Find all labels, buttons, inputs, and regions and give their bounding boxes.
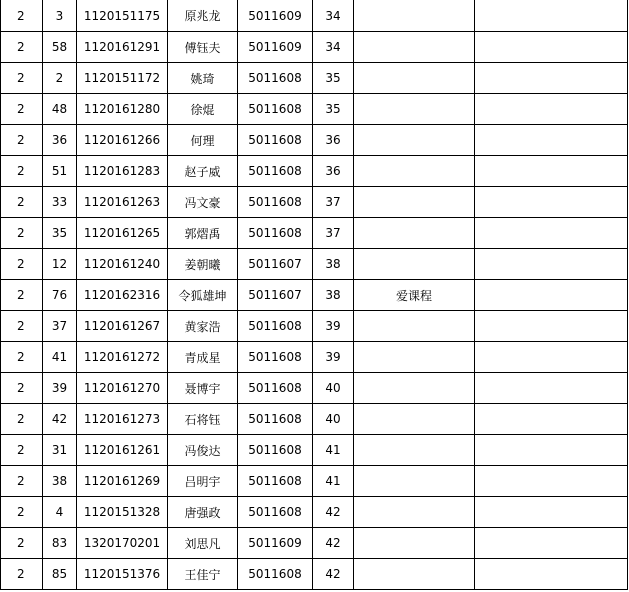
score-cell: 40 xyxy=(313,373,354,404)
extra-cell xyxy=(475,435,628,466)
name-cell: 原兆龙 xyxy=(168,0,238,32)
student-id-cell: 1120161280 xyxy=(77,94,168,125)
name-cell: 刘思凡 xyxy=(168,528,238,559)
table-row xyxy=(1,32,628,63)
table-row xyxy=(1,528,628,559)
extra-cell xyxy=(475,63,628,94)
class-cell: 2 xyxy=(1,187,43,218)
seq-cell: 31 xyxy=(43,435,77,466)
score-cell: 34 xyxy=(313,32,354,63)
course-code-cell: 5011608 xyxy=(238,342,313,373)
score-cell: 35 xyxy=(313,63,354,94)
score-cell: 40 xyxy=(313,404,354,435)
course-code-cell: 5011608 xyxy=(238,218,313,249)
class-cell: 2 xyxy=(1,249,43,280)
extra-cell xyxy=(475,249,628,280)
note-cell: 爱课程 xyxy=(354,280,475,311)
course-code-cell: 5011607 xyxy=(238,249,313,280)
table-row xyxy=(1,94,628,125)
table-row xyxy=(1,559,628,590)
extra-cell xyxy=(475,497,628,528)
student-id-cell: 1120161273 xyxy=(77,404,168,435)
course-code-cell: 5011608 xyxy=(238,497,313,528)
student-id-cell: 1120151175 xyxy=(77,0,168,32)
note-cell xyxy=(354,187,475,218)
seq-cell: 48 xyxy=(43,94,77,125)
class-cell: 2 xyxy=(1,497,43,528)
course-code-cell: 5011608 xyxy=(238,559,313,590)
student-id-cell: 1120161263 xyxy=(77,187,168,218)
name-cell: 聂博宇 xyxy=(168,373,238,404)
student-id-cell: 1120161240 xyxy=(77,249,168,280)
note-cell xyxy=(354,249,475,280)
extra-cell xyxy=(475,342,628,373)
seq-cell: 76 xyxy=(43,280,77,311)
note-cell xyxy=(354,373,475,404)
extra-cell xyxy=(475,559,628,590)
table-row xyxy=(1,187,628,218)
name-cell: 何理 xyxy=(168,125,238,156)
table-row xyxy=(1,466,628,497)
seq-cell: 12 xyxy=(43,249,77,280)
note-cell xyxy=(354,32,475,63)
course-code-cell: 5011609 xyxy=(238,528,313,559)
table-row xyxy=(1,280,628,311)
name-cell: 徐焜 xyxy=(168,94,238,125)
extra-cell xyxy=(475,311,628,342)
score-cell: 34 xyxy=(313,0,354,32)
class-cell: 2 xyxy=(1,0,43,32)
extra-cell xyxy=(475,528,628,559)
class-cell: 2 xyxy=(1,156,43,187)
name-cell: 王佳宁 xyxy=(168,559,238,590)
extra-cell xyxy=(475,156,628,187)
seq-cell: 42 xyxy=(43,404,77,435)
seq-cell: 33 xyxy=(43,187,77,218)
note-cell xyxy=(354,156,475,187)
extra-cell xyxy=(475,404,628,435)
score-cell: 38 xyxy=(313,249,354,280)
name-cell: 黄家浩 xyxy=(168,311,238,342)
class-cell: 2 xyxy=(1,342,43,373)
table-row xyxy=(1,311,628,342)
table-row xyxy=(1,404,628,435)
name-cell: 令狐雄坤 xyxy=(168,280,238,311)
course-code-cell: 5011608 xyxy=(238,311,313,342)
seq-cell: 35 xyxy=(43,218,77,249)
seq-cell: 3 xyxy=(43,0,77,32)
student-id-cell: 1120161267 xyxy=(77,311,168,342)
class-cell: 2 xyxy=(1,63,43,94)
name-cell: 唐强政 xyxy=(168,497,238,528)
seq-cell: 58 xyxy=(43,32,77,63)
student-id-cell: 1120151172 xyxy=(77,63,168,94)
student-id-cell: 1120161291 xyxy=(77,32,168,63)
score-cell: 37 xyxy=(313,218,354,249)
class-cell: 2 xyxy=(1,32,43,63)
class-cell: 2 xyxy=(1,218,43,249)
score-cell: 37 xyxy=(313,187,354,218)
note-cell xyxy=(354,497,475,528)
table-row xyxy=(1,342,628,373)
student-id-cell: 1120161269 xyxy=(77,466,168,497)
score-cell: 42 xyxy=(313,559,354,590)
score-cell: 41 xyxy=(313,466,354,497)
course-code-cell: 5011607 xyxy=(238,280,313,311)
class-cell: 2 xyxy=(1,373,43,404)
course-code-cell: 5011608 xyxy=(238,466,313,497)
name-cell: 青成星 xyxy=(168,342,238,373)
name-cell: 姜朝曦 xyxy=(168,249,238,280)
course-code-cell: 5011608 xyxy=(238,404,313,435)
seq-cell: 38 xyxy=(43,466,77,497)
table-row xyxy=(1,0,628,32)
course-code-cell: 5011608 xyxy=(238,156,313,187)
name-cell: 赵子威 xyxy=(168,156,238,187)
course-code-cell: 5011609 xyxy=(238,32,313,63)
table-row xyxy=(1,497,628,528)
note-cell xyxy=(354,94,475,125)
name-cell: 冯俊达 xyxy=(168,435,238,466)
score-cell: 36 xyxy=(313,125,354,156)
score-cell: 35 xyxy=(313,94,354,125)
student-id-cell: 1120151328 xyxy=(77,497,168,528)
note-cell xyxy=(354,435,475,466)
class-cell: 2 xyxy=(1,466,43,497)
seq-cell: 39 xyxy=(43,373,77,404)
table-row xyxy=(1,63,628,94)
course-code-cell: 5011608 xyxy=(238,63,313,94)
score-cell: 38 xyxy=(313,280,354,311)
note-cell xyxy=(354,466,475,497)
seq-cell: 41 xyxy=(43,342,77,373)
student-id-cell: 1120161270 xyxy=(77,373,168,404)
name-cell: 郭熠禹 xyxy=(168,218,238,249)
course-code-cell: 5011609 xyxy=(238,0,313,32)
seq-cell: 36 xyxy=(43,125,77,156)
course-code-cell: 5011608 xyxy=(238,373,313,404)
score-cell: 41 xyxy=(313,435,354,466)
extra-cell xyxy=(475,94,628,125)
table-row xyxy=(1,156,628,187)
name-cell: 傅钰夫 xyxy=(168,32,238,63)
course-code-cell: 5011608 xyxy=(238,187,313,218)
class-cell: 2 xyxy=(1,125,43,156)
seq-cell: 51 xyxy=(43,156,77,187)
student-id-cell: 1120161272 xyxy=(77,342,168,373)
name-cell: 冯文豪 xyxy=(168,187,238,218)
seq-cell: 83 xyxy=(43,528,77,559)
class-cell: 2 xyxy=(1,404,43,435)
name-cell: 姚琦 xyxy=(168,63,238,94)
student-id-cell: 1320170201 xyxy=(77,528,168,559)
extra-cell xyxy=(475,32,628,63)
note-cell xyxy=(354,559,475,590)
student-id-cell: 1120162316 xyxy=(77,280,168,311)
class-cell: 2 xyxy=(1,435,43,466)
table-row xyxy=(1,249,628,280)
table-row xyxy=(1,435,628,466)
class-cell: 2 xyxy=(1,559,43,590)
student-id-cell: 1120161283 xyxy=(77,156,168,187)
note-cell xyxy=(354,404,475,435)
extra-cell xyxy=(475,0,628,32)
class-cell: 2 xyxy=(1,280,43,311)
note-cell xyxy=(354,125,475,156)
student-id-cell: 1120161265 xyxy=(77,218,168,249)
score-cell: 36 xyxy=(313,156,354,187)
note-cell xyxy=(354,528,475,559)
score-cell: 42 xyxy=(313,497,354,528)
score-cell: 39 xyxy=(313,311,354,342)
class-cell: 2 xyxy=(1,311,43,342)
score-cell: 39 xyxy=(313,342,354,373)
extra-cell xyxy=(475,373,628,404)
class-cell: 2 xyxy=(1,94,43,125)
extra-cell xyxy=(475,280,628,311)
note-cell xyxy=(354,63,475,94)
seq-cell: 4 xyxy=(43,497,77,528)
course-code-cell: 5011608 xyxy=(238,94,313,125)
seq-cell: 2 xyxy=(43,63,77,94)
extra-cell xyxy=(475,187,628,218)
note-cell xyxy=(354,0,475,32)
extra-cell xyxy=(475,218,628,249)
extra-cell xyxy=(475,466,628,497)
score-cell: 42 xyxy=(313,528,354,559)
course-code-cell: 5011608 xyxy=(238,125,313,156)
seq-cell: 37 xyxy=(43,311,77,342)
student-id-cell: 1120161261 xyxy=(77,435,168,466)
seq-cell: 85 xyxy=(43,559,77,590)
table-row xyxy=(1,125,628,156)
name-cell: 吕明宇 xyxy=(168,466,238,497)
student-id-cell: 1120161266 xyxy=(77,125,168,156)
extra-cell xyxy=(475,125,628,156)
note-cell xyxy=(354,342,475,373)
class-cell: 2 xyxy=(1,528,43,559)
table-row xyxy=(1,218,628,249)
course-code-cell: 5011608 xyxy=(238,435,313,466)
name-cell: 石将钰 xyxy=(168,404,238,435)
student-id-cell: 1120151376 xyxy=(77,559,168,590)
table-row xyxy=(1,373,628,404)
note-cell xyxy=(354,311,475,342)
note-cell xyxy=(354,218,475,249)
